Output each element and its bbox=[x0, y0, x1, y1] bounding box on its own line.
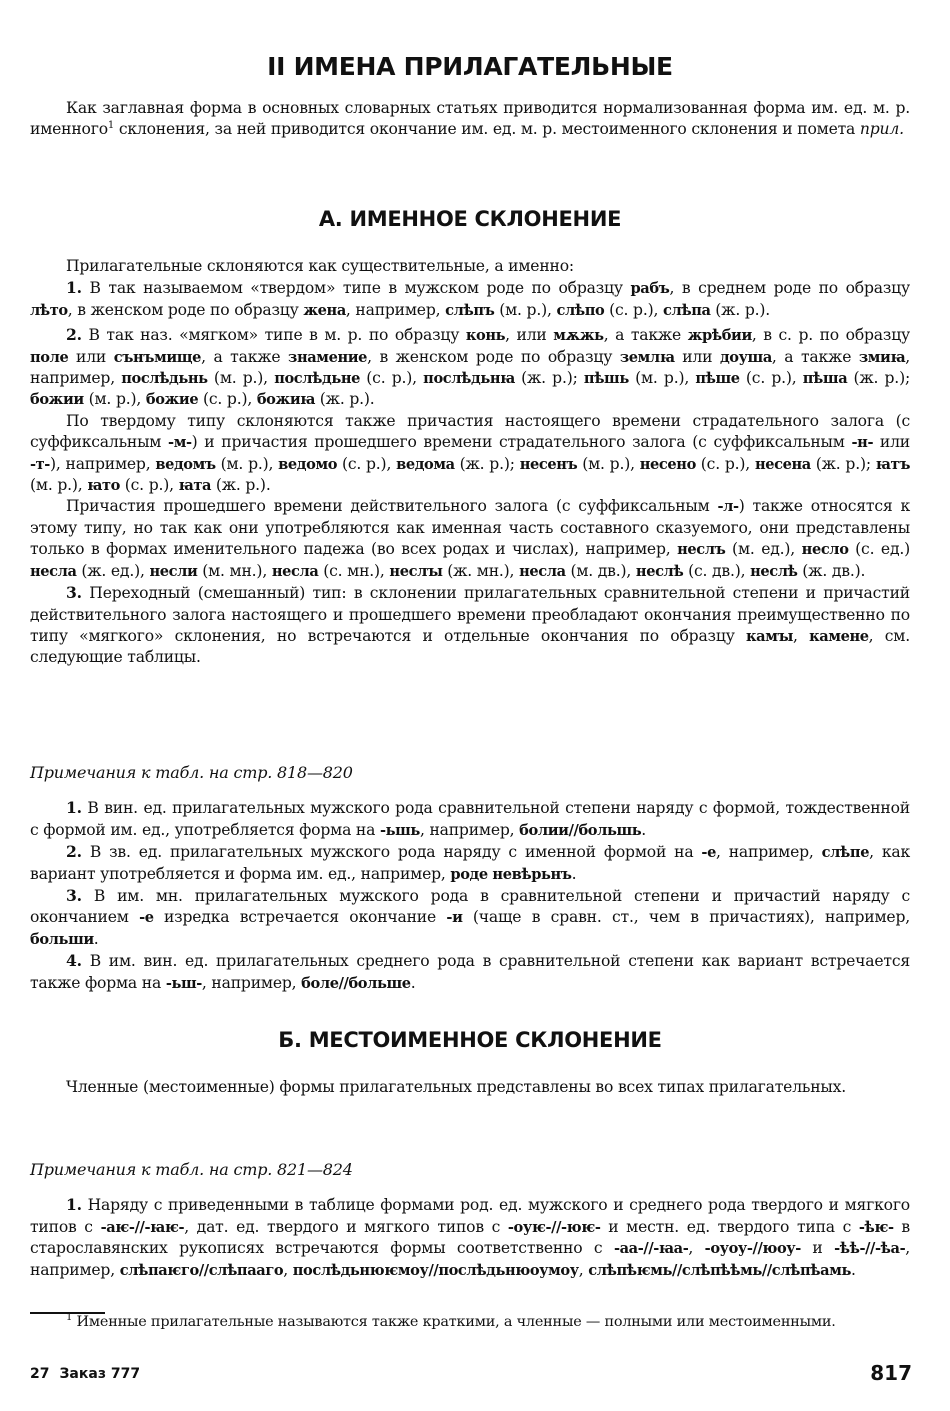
text: (ж. р.); bbox=[810, 454, 876, 473]
os-word: несено bbox=[639, 455, 696, 473]
text: (ж. дв.). bbox=[797, 561, 866, 580]
text: . bbox=[571, 864, 577, 883]
os-word: жрѣбии bbox=[687, 327, 752, 345]
note-item bbox=[30, 885, 910, 950]
item-number: 2. bbox=[66, 842, 82, 862]
suffix: -оуѥ-//-юѥ- bbox=[507, 1218, 601, 1236]
suffix: -ьш- bbox=[165, 974, 202, 992]
os-word: конь bbox=[465, 327, 506, 345]
os-word: камене bbox=[809, 627, 869, 645]
suffix: -аѥ-//-ꙗѥ- bbox=[100, 1218, 185, 1236]
paragraph-mixed-type bbox=[30, 582, 910, 669]
notes-a-heading: Примечания к табл. на стр. 818—820 bbox=[30, 763, 353, 782]
item-number: 4. bbox=[66, 951, 82, 971]
os-word: землꙗ bbox=[619, 348, 675, 366]
text: Причастия прошедшего времени действительного залога (с суффиксальным bbox=[66, 497, 718, 516]
text: Переходный (смешанный) тип: в склонении прилагательных сравнительной степени и причастий действительного залога настоящего и прошедшего времени преобладают окончания преимущественно по типу «мягкого» склонения, но встречаются и отдельные окончания по образцу bbox=[30, 584, 910, 645]
text: По твердому типу склоняются также причастия настоящего времени страдательного залога (с суффиксальным bbox=[30, 411, 910, 452]
text: (ж. р.). bbox=[710, 300, 771, 319]
suffix: -ѣѥ- bbox=[858, 1218, 894, 1236]
os-word: послѣдьнꙗ bbox=[423, 370, 515, 388]
text: (с. дв.), bbox=[683, 561, 751, 580]
os-word: ꙗта bbox=[178, 477, 212, 495]
section-b-lead: Членные (местоименные) формы прилагательных представлены во всех типах прилагательных. bbox=[66, 1078, 846, 1096]
text: ) и причастия прошедшего времени страдательного залога (с суффиксальным bbox=[191, 433, 852, 452]
text: (м. р.), bbox=[207, 369, 275, 388]
os-word: несена bbox=[754, 455, 811, 473]
text: (м. р.), bbox=[215, 454, 279, 473]
printer-signature bbox=[30, 1366, 140, 1382]
text: , например, bbox=[201, 973, 302, 992]
footnote bbox=[30, 1313, 910, 1332]
section-b-title: Б. МЕСТОИМЕННОЕ СКЛОНЕНИЕ bbox=[278, 1028, 662, 1052]
os-word: слѣпо bbox=[556, 301, 605, 319]
text: , в с. р. по образцу bbox=[751, 326, 910, 345]
text: (ж. р.); bbox=[454, 454, 520, 473]
os-word: послѣдьнь bbox=[121, 370, 208, 388]
suffix: -е bbox=[701, 844, 716, 862]
text: В им. вин. ед. прилагательных среднего рода в сравнительной степени как вариант встречается также форма на bbox=[30, 952, 910, 992]
text: (м. р.), bbox=[494, 300, 557, 319]
note-item bbox=[30, 841, 910, 885]
section-b-body bbox=[30, 1077, 910, 1098]
os-word: ꙗто bbox=[87, 477, 120, 495]
text: (с. р.), bbox=[695, 454, 755, 473]
intro-block bbox=[30, 98, 910, 141]
text: в старославянских рукописях встречаются формы соответственно с bbox=[30, 1217, 911, 1258]
text: (с. р.), bbox=[337, 454, 397, 473]
text: В так называемом «твердом» типе в мужском роде по образцу bbox=[81, 279, 631, 298]
os-word: несенъ bbox=[519, 455, 578, 473]
section-a-lead: Прилагательные склоняются как существительные, а именно: bbox=[66, 257, 574, 275]
os-word: пѣша bbox=[802, 370, 848, 388]
os-word: мѫжь bbox=[553, 327, 604, 345]
text: или bbox=[674, 347, 720, 366]
os-word: слѣпъ bbox=[445, 301, 495, 319]
os-word: послѣдьне bbox=[274, 370, 361, 388]
text: , например, bbox=[345, 300, 446, 319]
text: , bbox=[283, 1260, 293, 1279]
text: (ж. р.). bbox=[315, 390, 375, 409]
paragraph-soft-type bbox=[30, 324, 910, 411]
os-word: жена bbox=[303, 301, 346, 319]
text: (чаще в сравн. ст., чем в причастиях), например, bbox=[462, 908, 910, 927]
os-word: божии bbox=[30, 391, 84, 409]
text: изредка встречается окончание bbox=[153, 908, 447, 927]
os-word: пѣше bbox=[695, 370, 740, 388]
os-word: больши bbox=[30, 930, 94, 948]
text: В вин. ед. прилагательных мужского рода сравнительной степени наряду с формой, тождественной с формой им. ед., употребляется форма на bbox=[30, 799, 910, 839]
text: , bbox=[793, 626, 810, 645]
text: , в женском роде по образцу bbox=[67, 300, 304, 319]
os-word: змиꙗ bbox=[858, 348, 906, 366]
text: (м. мн.), bbox=[197, 561, 272, 580]
text: . bbox=[641, 820, 647, 839]
text: и местн. ед. твердого типа с bbox=[600, 1217, 859, 1236]
paragraph-hard-type bbox=[30, 277, 910, 321]
suffix: -т- bbox=[30, 455, 50, 473]
text: , например, bbox=[419, 820, 520, 839]
suffix: -и bbox=[446, 909, 463, 927]
text: ) также относятся к этому типу, но так как они употребляются как именная часть составного сказуемого, они представлены только в формах именительного падежа (во всех родах и числах), например, bbox=[30, 497, 910, 559]
text: (м. р.), bbox=[83, 390, 146, 409]
text: (с. р.), bbox=[739, 369, 803, 388]
os-word: знамение bbox=[288, 348, 368, 366]
notes-a bbox=[30, 762, 910, 994]
suffix: -е bbox=[139, 909, 154, 927]
os-word: несла bbox=[271, 562, 319, 580]
text: , в женском роде по образцу bbox=[367, 347, 620, 366]
os-word: неслѣ bbox=[635, 562, 684, 580]
paragraph-passive-participles bbox=[30, 411, 910, 497]
os-word: рабъ bbox=[630, 280, 670, 298]
suffix: -л- bbox=[717, 498, 739, 516]
text: и bbox=[800, 1239, 835, 1258]
item-number: 2. bbox=[66, 325, 82, 345]
text: (ж. мн.), bbox=[442, 561, 520, 580]
text: , в среднем роде по образцу bbox=[669, 279, 910, 298]
text: , как вариант употребляется и форма им. ед., например, bbox=[30, 843, 911, 883]
text: , а также bbox=[603, 326, 688, 345]
os-word: слѣпа bbox=[662, 301, 711, 319]
text: (с. р.), bbox=[360, 369, 424, 388]
text: (м. дв.), bbox=[565, 561, 636, 580]
text: , bbox=[688, 1239, 705, 1258]
item-number: 1. bbox=[66, 1195, 82, 1215]
suffix: -н- bbox=[851, 434, 874, 452]
intro-paragraph bbox=[30, 98, 910, 141]
text: , а также bbox=[201, 347, 289, 366]
text: (м. р.), bbox=[30, 476, 88, 495]
os-word: ведома bbox=[396, 455, 455, 473]
os-word: ꙗтъ bbox=[875, 455, 910, 473]
notes-b-heading: Примечания к табл. на стр. 821—824 bbox=[30, 1160, 353, 1179]
os-word: неслъ bbox=[677, 541, 726, 559]
suffix: -м- bbox=[168, 434, 192, 452]
item-number: 3. bbox=[66, 583, 82, 603]
os-word: божиꙗ bbox=[256, 391, 316, 409]
text: (ж. р.). bbox=[211, 476, 271, 495]
text: В им. мн. прилагательных мужского рода в сравнительной степени и причастий наряду с окончанием bbox=[30, 887, 910, 927]
text: , или bbox=[505, 326, 554, 345]
os-word: камꙑ bbox=[746, 627, 794, 645]
text: . bbox=[851, 1260, 856, 1279]
os-word: сънъмище bbox=[113, 348, 202, 366]
text: (ж. р.); bbox=[847, 369, 911, 388]
intro-text-cont: склонения, за ней приводится окончание им. ед. м. р. местоименного склонения и помета bbox=[114, 120, 860, 139]
os-word: неслꙑ bbox=[389, 562, 443, 580]
footnote-text bbox=[30, 1313, 910, 1332]
text: (с. р.), bbox=[604, 300, 663, 319]
order-number: Заказ 777 bbox=[59, 1366, 141, 1382]
text: (м. ед.), bbox=[725, 540, 802, 559]
text: (ж. ед.), bbox=[76, 561, 150, 580]
os-word: несло bbox=[801, 541, 849, 559]
text: (с. р.), bbox=[120, 476, 179, 495]
os-word: доуша bbox=[719, 348, 772, 366]
os-word: ведомо bbox=[278, 455, 338, 473]
text: или bbox=[68, 347, 114, 366]
os-word: болии//большь bbox=[519, 821, 642, 839]
text: , см. следующие таблицы. bbox=[30, 626, 910, 667]
text: (с. мн.), bbox=[318, 561, 390, 580]
text: В так наз. «мягком» типе в м. р. по образцу bbox=[81, 326, 466, 345]
text: (м. р.), bbox=[628, 369, 696, 388]
os-word: поле bbox=[30, 348, 69, 366]
note-item bbox=[30, 1194, 910, 1281]
suffix: -ьшь bbox=[379, 821, 420, 839]
text: (м. р.), bbox=[577, 454, 640, 473]
text: или bbox=[873, 433, 911, 452]
notes-b bbox=[30, 1159, 910, 1281]
paragraph-active-participles bbox=[30, 496, 910, 582]
os-word: роде невѣрьнъ bbox=[450, 865, 572, 883]
suffix: -ѣѣ-//-ѣа- bbox=[834, 1240, 906, 1258]
note-item bbox=[30, 950, 910, 994]
os-word: слѣпѣѥмь//слѣпѣѣмь//слѣпѣамь bbox=[588, 1261, 851, 1279]
os-word: слѣпе bbox=[821, 844, 870, 862]
text: (с. ед.) bbox=[848, 540, 910, 559]
signature-number: 27 bbox=[30, 1366, 50, 1382]
os-word: слѣпаѥго//слѣпааго bbox=[119, 1261, 284, 1279]
os-word: неслѣ bbox=[750, 562, 798, 580]
text: В зв. ед. прилагательных мужского рода наряду с именной формой на bbox=[81, 843, 702, 862]
os-word: пѣшь bbox=[583, 370, 629, 388]
text: , а также bbox=[771, 347, 859, 366]
os-word: ведомъ bbox=[155, 455, 216, 473]
text: Именные прилагательные называются также краткими, а членные — полными или местоименными. bbox=[72, 1314, 836, 1330]
os-word: боле//больше bbox=[301, 974, 411, 992]
page-number: 817 bbox=[870, 1361, 912, 1385]
item-number: 1. bbox=[66, 798, 82, 818]
label-pril: прил. bbox=[859, 120, 904, 139]
suffix: -аа-//-ꙗа- bbox=[613, 1240, 689, 1258]
os-word: несла bbox=[30, 562, 77, 580]
intro-text: Как заглавная форма в основных словарных статьях приводится нормализованная форма им. ед. м. р. именного bbox=[30, 99, 910, 139]
os-word: божие bbox=[145, 391, 199, 409]
section-a-title: А. ИМЕННОЕ СКЛОНЕНИЕ bbox=[318, 207, 622, 231]
os-word: лѣто bbox=[30, 301, 68, 319]
note-item bbox=[30, 797, 910, 841]
footnote-reference[interactable]: 1 bbox=[107, 120, 115, 132]
section-a-body bbox=[30, 256, 910, 669]
text: . bbox=[410, 973, 416, 992]
os-word: послѣдьнюѥмоу//послѣдьнюоумоу bbox=[292, 1261, 579, 1279]
os-word: несла bbox=[519, 562, 566, 580]
footnote-mark: 1 bbox=[66, 1312, 73, 1324]
text: . bbox=[93, 929, 99, 948]
item-number: 1. bbox=[66, 278, 82, 298]
text: (ж. р.); bbox=[514, 369, 584, 388]
suffix: -оуоу-//юоу- bbox=[704, 1240, 801, 1258]
chapter-heading: II ИМЕНА ПРИЛАГАТЕЛЬНЫЕ bbox=[267, 52, 673, 81]
item-number: 3. bbox=[66, 886, 82, 906]
text: , например, bbox=[30, 1239, 910, 1279]
text: , bbox=[578, 1260, 589, 1279]
text: ), например, bbox=[49, 454, 156, 473]
os-word: несли bbox=[149, 562, 198, 580]
text: (с. р.), bbox=[198, 390, 257, 409]
text: , дат. ед. твердого и мягкого типов с bbox=[184, 1217, 508, 1236]
text: , например, bbox=[30, 347, 910, 388]
text: , например, bbox=[715, 843, 822, 862]
text: Наряду с приведенными в таблице формами род. ед. мужского и среднего рода твердого и мягкого типов с bbox=[30, 1196, 910, 1236]
